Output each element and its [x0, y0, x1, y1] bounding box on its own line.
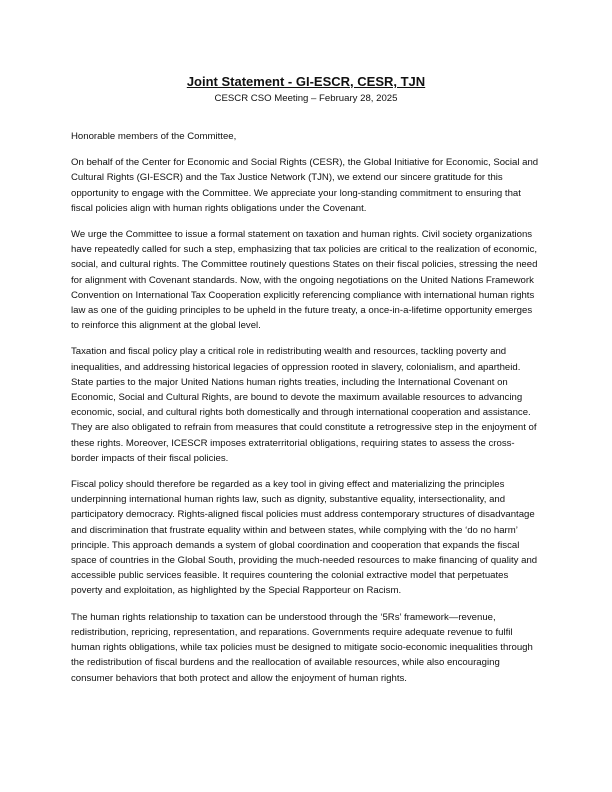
paragraph: We urge the Committee to issue a formal statement on taxation and human rights. Civil society organizations have repeatedly called for such a step, emphasizing that tax policies are critical to the realization of economic, social, and cultural rights. The Committee routinely questions States on their fiscal policies, stressing the need for alignment with Covenant standards. Now, with the ongoing negotiations on the United Nations Framework Convention on International Tax Cooperation explicitly referencing compliance with international human rights law as one of the guiding principles to be upheld in the future treaty, a once-in-a-lifetime opportunity emerges to reinforce this alignment at the global level.	[71, 229, 538, 332]
paragraph: On behalf of the Center for Economic and Social Rights (CESR), the Global Initiative for Economic, Social and Cultural Rights (GI-ESCR) and the Tax Justice Network (TJN), we extend our sincere gratitude for this opportunity to engage with the Committee. We appreciate your long-standing commitment to ensuring that fiscal policies align with human rights obligations under the Covenant.	[71, 157, 539, 214]
document-subtitle: CESCR CSO Meeting – February 28, 2025	[214, 93, 398, 104]
paragraph: Taxation and fiscal policy play a critical role in redistributing wealth and resources, tackling poverty and inequalities, and addressing historical legacies of oppression rooted in slavery, colonialism, and apartheid. State parties to the major United Nations human rights treaties, including the International Covenant on Economic, Social and Cultural Rights, are bound to devote the maximum available resources to advancing economic, social, and cultural rights both domestically and through international cooperation and assistance. They are also obligated to refrain from measures that could constitute a retrogressive step in the enjoyment of these rights. Moreover, ICESCR imposes extraterritorial obligations, requiring states to assess the cross-border impacts of their fiscal policies.	[71, 346, 537, 464]
document-title: Joint Statement - GI-ESCR, CESR, TJN	[186, 74, 426, 89]
greeting: Honorable members of the Committee,	[71, 131, 237, 142]
paragraph: Fiscal policy should therefore be regarded as a key tool in giving effect and materializing the principles underpinning international human rights law, such as dignity, substantive equality, intersectionality, and participatory democracy. Rights-aligned fiscal policies must address contemporary structures of disadvantage and discrimination that frustrate equality within and between states, while complying with the ‘do no harm’ principle. This approach demands a system of global coordination and cooperation that expands the fiscal space of countries in the Global South, providing the much-needed resources to make financing of quality and accessible public services feasible. It requires countering the colonial extractive model that perpetuates poverty and exploitation, as highlighted by the Special Rapporteur on Racism.	[71, 479, 538, 597]
paragraph: The human rights relationship to taxation can be understood through the ‘5Rs’ framework—revenue, redistribution, repricing, representation, and reparations. Governments require adequate revenue to fulfil human rights obligations, while tax policies must be designed to mitigate socio-economic inequalities through the redistribution of fiscal burdens and the reallocation of available resources, while also encouraging consumer behaviors that both protect and allow the enjoyment of human rights.	[71, 611, 533, 684]
